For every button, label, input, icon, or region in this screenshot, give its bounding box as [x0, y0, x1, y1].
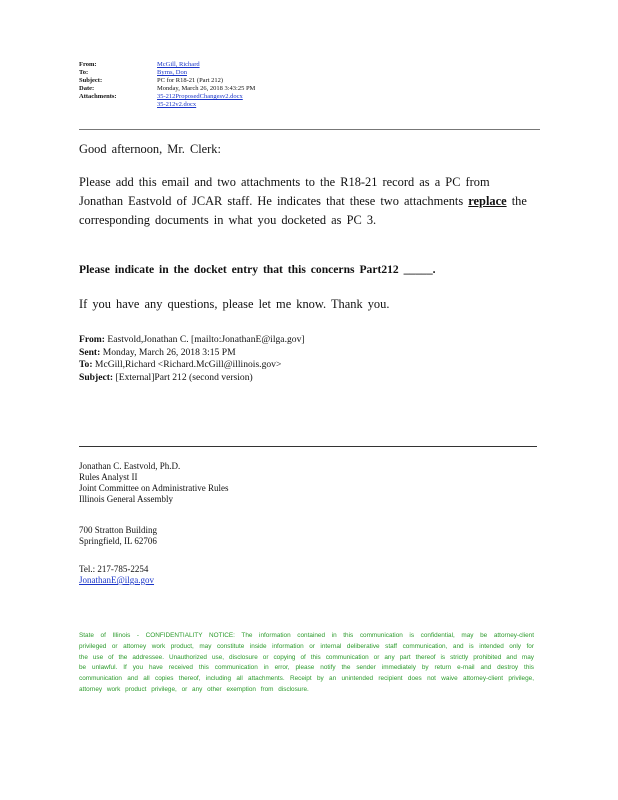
greeting: Good afternoon, Mr. Clerk:	[79, 142, 221, 156]
from-link[interactable]: McGill, Richard	[157, 61, 200, 68]
fwd-from-value: Eastvold,Jonathan C. [mailto:JonathanE@ilga.gov]	[107, 334, 305, 345]
docket-text: Please indicate in the docket entry that this concerns Part212	[79, 263, 399, 276]
paragraph-closing: If you have any questions, please let me know. Thank you.	[79, 297, 390, 311]
to-label: To:	[79, 69, 89, 76]
subject-label: Subject:	[79, 77, 103, 84]
docket-blank: _____	[403, 263, 433, 276]
fwd-from-label: From:	[79, 334, 105, 345]
date-label: Date:	[79, 85, 95, 92]
replace-word: replace	[468, 194, 507, 208]
sig-tel: Tel.: 217-785-2254	[79, 564, 149, 574]
contact-block	[79, 564, 154, 586]
sig-email-link[interactable]: JonathanE@ilga.gov	[79, 575, 155, 585]
fwd-to-value: McGill,Richard <Richard.McGill@illinois.gov>	[94, 359, 282, 371]
sig-title: Rules Analyst II	[79, 472, 138, 482]
paragraph-request-text-a: Please add this email and two attachments to the R18-21 record as a PC from Jonathan Eastvold of JCAR staff. He indicates that these two attachments	[79, 175, 490, 208]
forwarded-header	[79, 334, 305, 384]
signature-divider	[79, 446, 537, 447]
from-label: From:	[79, 61, 97, 68]
confidentiality-notice: State of Illinois - CONFIDENTIALITY NOTICE: The information contained in this communication is confidential, may be attorney-client privileged or attorney work product, may constitute inside information or internal deliberative staff communication, and is intended only for the use of the addressee. Unauthorized use, disclosure or copying of this communication or any part thereof is strictly prohibited and may be unlawful. If you have received this communication in error, please notify the sender immediately by return e-mail and destroy this communication and all copies thereof, including all attachments. Receipt by an unintended recipient does not waive attorney-client privilege, attorney work product privilege, or any other exemption from disclosure.	[79, 632, 534, 693]
paragraph-docket	[79, 260, 539, 279]
paragraph-request	[79, 173, 534, 230]
attachments-label: Attachments:	[79, 93, 117, 100]
attachment-link-1[interactable]: 35-212ProposedChangesv2.docx	[157, 93, 243, 100]
to-link[interactable]: Byrns, Don	[157, 69, 187, 76]
sig-addr2: Springfield, IL 62706	[79, 536, 157, 546]
sig-addr1: 700 Stratton Building	[79, 525, 158, 535]
fwd-subject-value: [External]Part 212 (second version)	[115, 371, 253, 383]
paragraph-request-text-b: the corresponding documents in what you docketed as PC 3.	[79, 194, 527, 227]
fwd-sent-value: Monday, March 26, 2018 3:15 PM	[102, 346, 236, 358]
attachment-link-2[interactable]: 35-212v2.docx	[157, 101, 197, 108]
header-divider	[79, 129, 540, 130]
signature-block	[79, 461, 229, 505]
address-block	[79, 525, 157, 547]
fwd-to-label: To:	[79, 359, 93, 371]
fwd-subject-label: Subject:	[79, 371, 114, 383]
docket-end: .	[432, 263, 436, 276]
sig-name: Jonathan C. Eastvold, Ph.D.	[79, 461, 181, 471]
date-value: Monday, March 26, 2018 3:43:25 PM	[157, 85, 256, 92]
subject-value: PC for R18-21 (Part 212)	[157, 77, 224, 84]
sig-org1: Joint Committee on Administrative Rules	[79, 483, 229, 493]
fwd-sent-label: Sent:	[79, 346, 101, 358]
sig-org2: Illinois General Assembly	[79, 494, 173, 504]
email-header	[79, 61, 255, 109]
